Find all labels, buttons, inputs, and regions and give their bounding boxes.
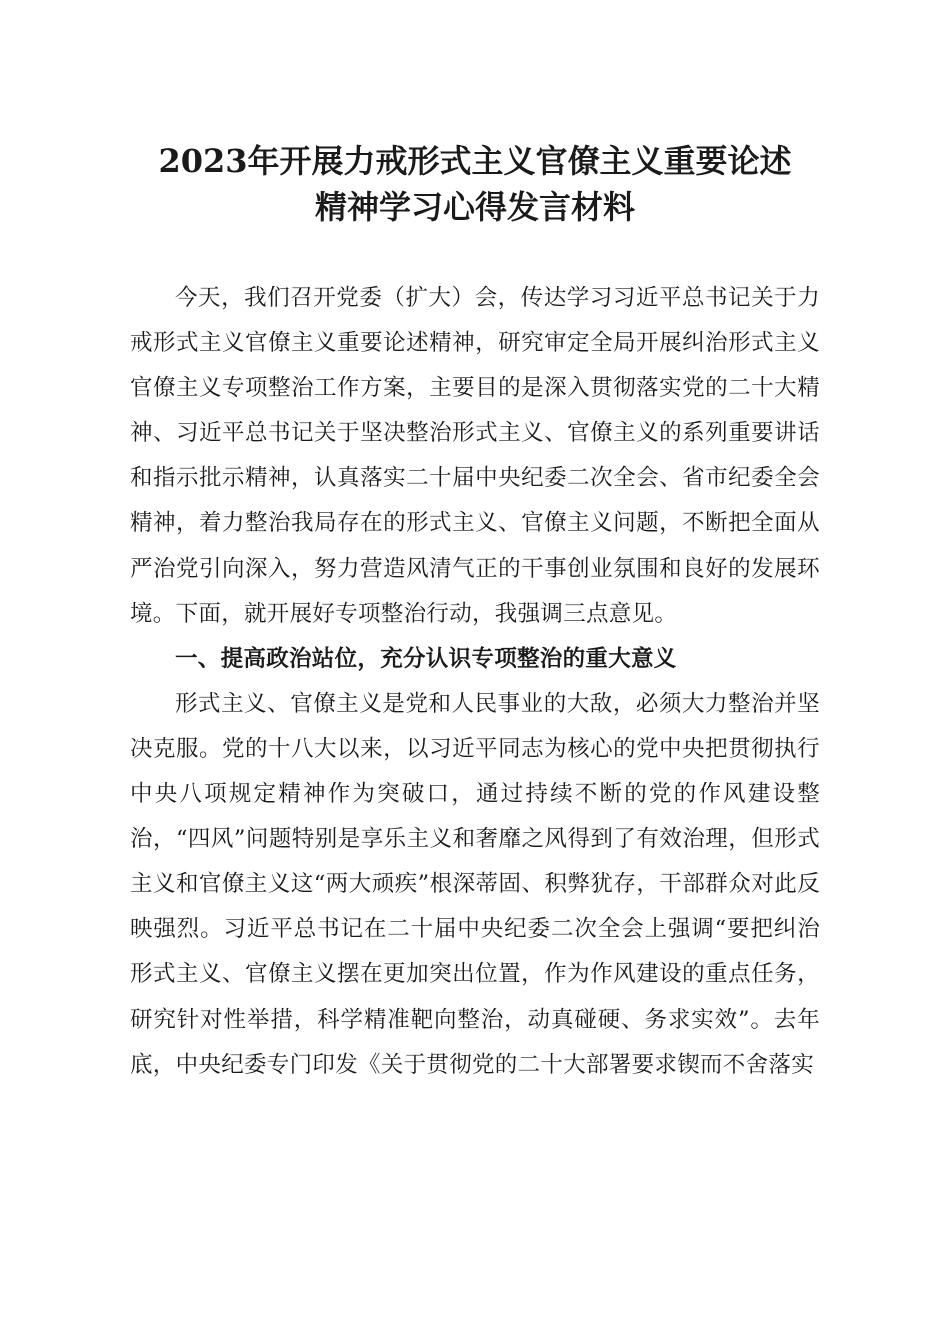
paragraph-intro: 今天，我们召开党委（扩大）会，传达学习习近平总书记关于力戒形式主义官僚主义重要论述精神，研究审定全局开展纠治形式主义官僚主义专项整治工作方案，主要目的是深入贯彻落实党的二十大精神、习近平总书记关于坚决整治形式主义、官僚主义的系列重要讲话和指示批示精神，认真落实二十届中央纪委二次全会、省市纪委全会精神，着力整治我局存在的形式主义、官僚主义问题，不断把全面从严治党引向深入，努力营造风清气正的干事创业氛围和良好的发展环境。下面，就开展好专项整治行动，我强调三点意见。 — [130, 285, 820, 627]
title-line-2: 精神学习心得发言材料 — [314, 188, 635, 226]
section-heading-1: 一、提高政治站位，充分认识专项整治的重大意义 — [175, 645, 677, 672]
title-line-1: 2023年开展力戒形式主义官僚主义重要论述 — [158, 142, 792, 180]
document-body — [130, 276, 820, 1088]
document-title — [120, 138, 830, 230]
paragraph-section-1: 形式主义、官僚主义是党和人民事业的大敌，必须大力整治并坚决克服。党的十八大以来，以习近平同志为核心的党中央把贯彻执行中央八项规定精神作为突破口，通过持续不断的党的作风建设整治，“四风”问题特别是享乐主义和奢靡之风得到了有效治理，但形式主义和官僚主义这“两大顽疾”根深蒂固、积弊犹存，干部群众对此反映强烈。习近平总书记在二十届中央纪委二次全会上强调“要把纠治形式主义、官僚主义摆在更加突出位置，作为作风建设的重点任务，研究针对性举措，科学精准靶向整治，动真碰硬、务求实效”。去年底，中央纪委专门印发《关于贯彻党的二十大部署要求锲而不舍落实 — [130, 690, 820, 1078]
